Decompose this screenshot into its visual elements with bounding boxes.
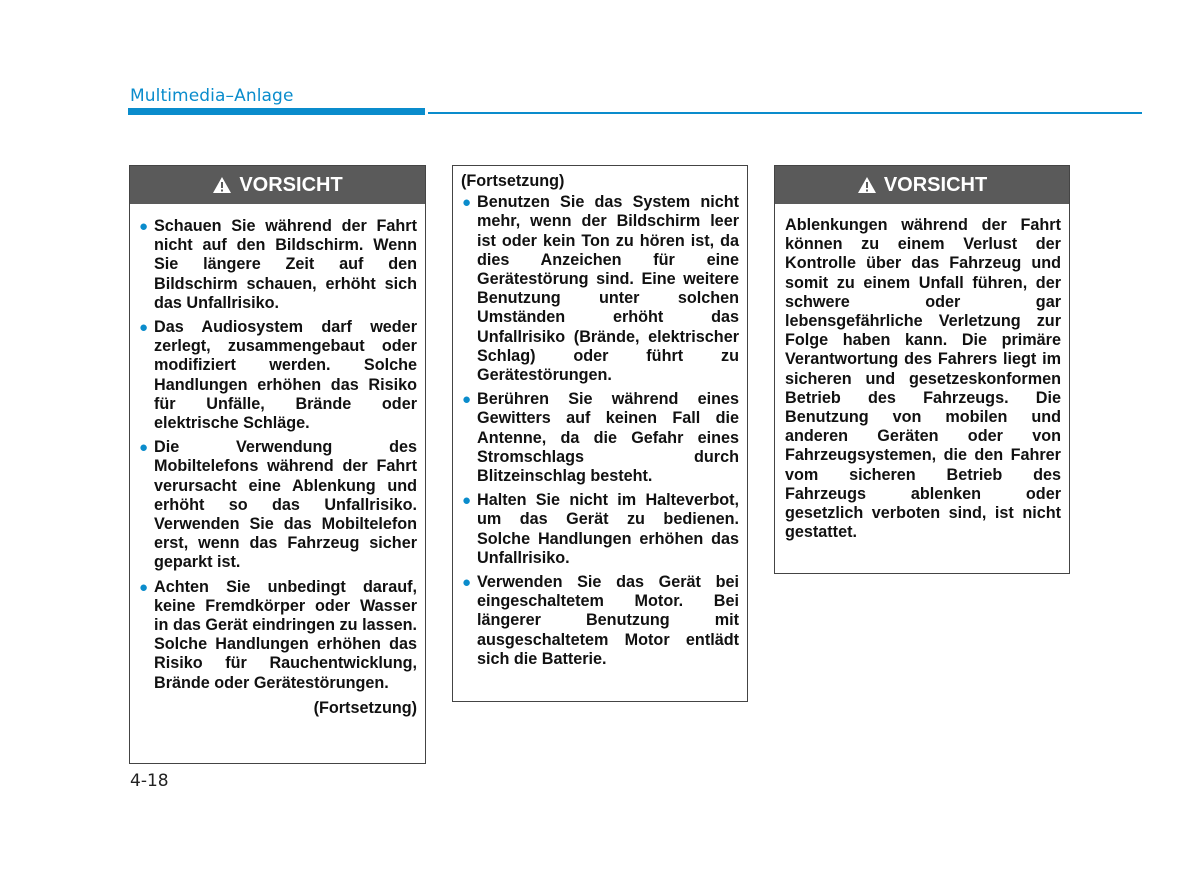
continued-note: (Fortsetzung) [313, 698, 417, 717]
list-item: ● Berühren Sie während eines Gewitters auf keinen Fall die Antenne, da die Gefahr eines Stromschlags durch Blitzeinschlag besteht. [462, 390, 739, 486]
caution-header [775, 166, 1069, 204]
list-item: ● Schauen Sie während der Fahrt nicht auf den Bildschirm. Wenn Sie längere Zeit auf den Bildschirm schauen, erhöht sich das Unfallrisiko. [139, 217, 417, 312]
caution-header [130, 166, 425, 204]
warning-triangle-icon [212, 176, 232, 194]
caution-box-left [129, 165, 426, 764]
caution-heading: VORSICHT [239, 173, 343, 196]
warning-triangle-icon [857, 176, 877, 194]
page-number: 4-18 [130, 771, 169, 791]
caution-text: Ablenkungen während der Fahrt können zu einem Verlust der Kontrolle über das Fahrzeug und somit zu einem Unfall führen, der schwere oder gar lebensgefährliche Verletzung zur Folge haben kann. Die primäre Verantwortung des Fahrers liegt im sicheren und gesetzeskonformen Betrieb des Fahrzeugs. Die Benutzung von mobilen und anderen Geräten oder von Fahrzeugsystemen, die den Fahrer vom sicheren Betrieb des Fahrzeugs ablenken oder gesetzlich verboten sind, ist nicht gestattet. [785, 216, 1061, 542]
caution-heading: VORSICHT [883, 173, 988, 196]
list-item: ● Das Audiosystem darf weder zerlegt, zusammengebaut oder modifiziert werden. Solche Handlungen erhöhen das Risiko für Unfälle, Brände oder elektrische Schläge. [139, 318, 417, 433]
list-item: ● Halten Sie nicht im Halteverbot, um das Gerät zu bedienen. Solche Handlungen erhöhen das Unfallrisiko. [462, 491, 739, 567]
caution-box-right [774, 165, 1070, 574]
header-rule-thin [428, 112, 1142, 114]
list-item: ● Achten Sie unbedingt darauf, keine Fremdkörper oder Wasser in das Gerät eindringen zu lassen. Solche Handlungen erhöhen das Risiko für Rauchentwicklung, Brände oder Gerätestörungen. [139, 577, 417, 692]
header-rule-thick [128, 108, 425, 115]
list-item: ● Verwenden Sie das Gerät bei eingeschaltetem Motor. Bei längerer Benutzung mit ausgeschaltetem Motor entlädt sich die Batterie. [462, 573, 739, 668]
list-item: ● Benutzen Sie das System nicht mehr, wenn der Bildschirm leer ist oder kein Ton zu hören ist, da dies Anzeichen für eine Gerätestörung sind. Eine weitere Benutzung unter solchen Umständen erhöht das Unfallrisiko (Brände, elektrischer Schlag) oder führt zu Gerätestörungen. [462, 193, 739, 385]
continued-label: (Fortsetzung) [461, 172, 565, 190]
section-title: Multimedia–Anlage [130, 86, 294, 106]
continued-box-middle [452, 165, 748, 702]
list-item: ● Die Verwendung des Mobiltelefons während der Fahrt verursacht eine Ablenkung und erhöht so das Unfallrisiko. Verwenden Sie das Mobiltelefon erst, wenn das Fahrzeug sicher geparkt ist. [139, 438, 417, 572]
